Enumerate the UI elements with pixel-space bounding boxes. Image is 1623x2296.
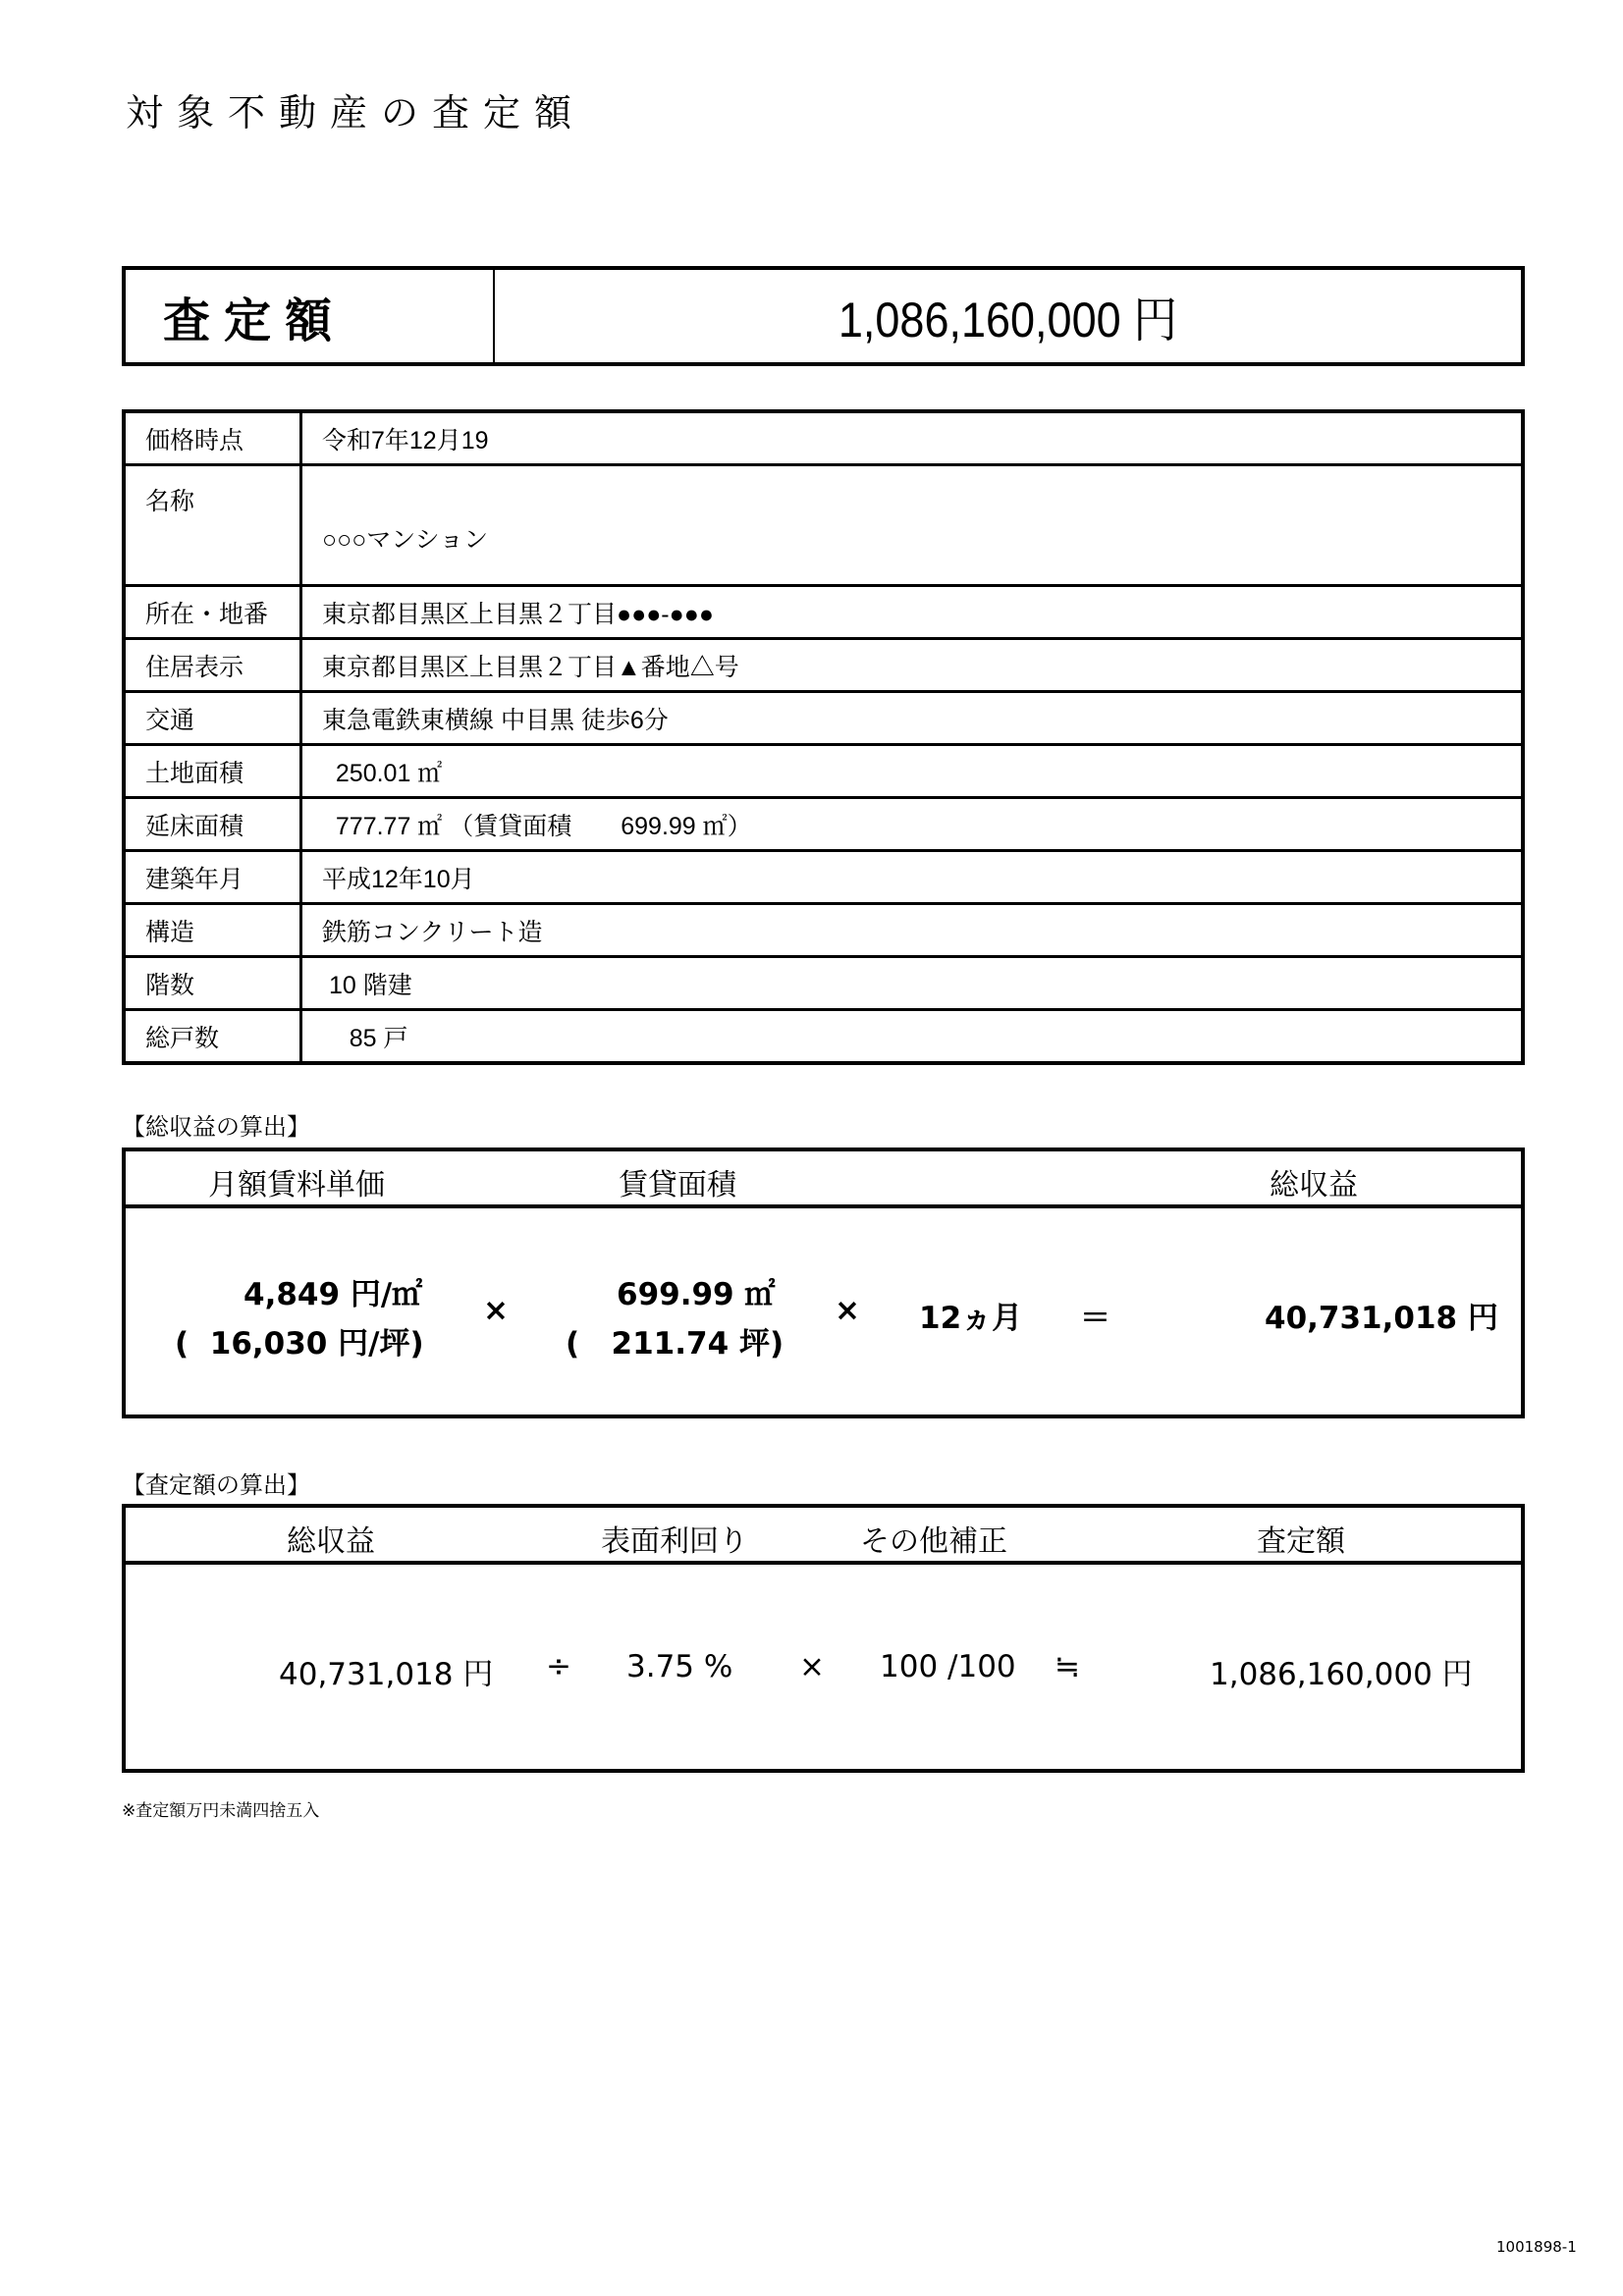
table-row — [124, 692, 1523, 745]
unit-rent-tsubo: ( 16,030 円/坪) — [175, 1326, 424, 1362]
detail-value: 10 階建 — [301, 957, 1524, 1010]
detail-value: 85 戸 — [301, 1010, 1524, 1064]
header-income: 総収益 — [287, 1524, 375, 1559]
detail-value: 令和7年12月19 — [301, 411, 1524, 465]
income-formula — [126, 1208, 1521, 1418]
multiply-operator: × — [483, 1293, 509, 1328]
detail-value: ○○○マンション — [301, 465, 1524, 586]
detail-value: 777.77 ㎡ （賃貸面積 699.99 ㎡） — [301, 798, 1524, 851]
income-calculation-box — [122, 1148, 1525, 1418]
yield-value: 3.75 % — [626, 1649, 733, 1684]
header-unit-rent: 月額賃料単価 — [208, 1168, 385, 1202]
total-income-value: 40,731,018 円 — [1265, 1301, 1498, 1336]
table-row — [124, 465, 1523, 586]
document-id: 1001898-1 — [1496, 2238, 1577, 2256]
header-total-income: 総収益 — [1270, 1168, 1358, 1202]
valuation-section-label: 【査定額の算出】 — [122, 1472, 310, 1499]
detail-key: 所在・地番 — [124, 586, 301, 639]
detail-key: 価格時点 — [124, 411, 301, 465]
detail-key: 総戸数 — [124, 1010, 301, 1064]
table-row — [124, 745, 1523, 798]
detail-key: 交通 — [124, 692, 301, 745]
months-value: 12ヵ月 — [919, 1301, 1023, 1336]
income-section-label: 【総収益の算出】 — [122, 1114, 310, 1141]
valuation-calculation-box — [122, 1504, 1525, 1773]
detail-key: 住居表示 — [124, 639, 301, 692]
rent-area-tsubo: ( 211.74 坪) — [566, 1326, 784, 1362]
multiply-operator: × — [799, 1649, 825, 1684]
detail-key: 構造 — [124, 904, 301, 957]
valuation-header-row — [126, 1508, 1521, 1565]
rounding-footnote: ※査定額万円未満四捨五入 — [122, 1801, 320, 1821]
table-row — [124, 798, 1523, 851]
table-row — [124, 1010, 1523, 1064]
header-adjustment: その他補正 — [860, 1524, 1007, 1559]
detail-key: 土地面積 — [124, 745, 301, 798]
unit-rent-sqm: 4,849 円/㎡ — [243, 1277, 423, 1312]
table-row — [124, 586, 1523, 639]
document-title: 対象不動産の査定額 — [126, 91, 586, 134]
header-result: 査定額 — [1257, 1524, 1345, 1559]
income-header-row — [126, 1151, 1521, 1208]
rent-area-sqm: 699.99 ㎡ — [617, 1277, 776, 1312]
adjustment-value: 100 /100 — [880, 1649, 1016, 1684]
detail-key: 階数 — [124, 957, 301, 1010]
header-rent-area: 賃貸面積 — [619, 1168, 736, 1202]
table-row — [124, 904, 1523, 957]
equals-operator: ＝ — [1080, 1301, 1110, 1336]
approx-equals-operator: ≒ — [1055, 1649, 1081, 1684]
result-value: 1,086,160,000 円 — [1210, 1657, 1473, 1692]
multiply-operator: × — [835, 1293, 860, 1328]
detail-value: 東京都目黒区上目黒２丁目●●●-●●● — [301, 586, 1524, 639]
detail-value: 平成12年10月 — [301, 851, 1524, 904]
income-value: 40,731,018 円 — [279, 1657, 494, 1692]
table-row — [124, 851, 1523, 904]
summary-value: 1,086,160,000 円 — [838, 293, 1178, 347]
valuation-summary-box — [122, 266, 1525, 366]
detail-key: 延床面積 — [124, 798, 301, 851]
detail-value: 東京都目黒区上目黒２丁目▲番地△号 — [301, 639, 1524, 692]
table-row — [124, 957, 1523, 1010]
divide-operator: ÷ — [546, 1649, 571, 1684]
table-row — [124, 411, 1523, 465]
detail-value: 東急電鉄東横線 中目黒 徒歩6分 — [301, 692, 1524, 745]
table-row — [124, 639, 1523, 692]
valuation-formula — [126, 1565, 1521, 1773]
summary-label: 査定額 — [126, 270, 495, 362]
detail-value: 250.01 ㎡ — [301, 745, 1524, 798]
detail-value: 鉄筋コンクリート造 — [301, 904, 1524, 957]
header-yield: 表面利回り — [601, 1524, 748, 1559]
detail-key: 名称 — [124, 465, 301, 586]
detail-key: 建築年月 — [124, 851, 301, 904]
property-details-table — [122, 409, 1525, 1065]
